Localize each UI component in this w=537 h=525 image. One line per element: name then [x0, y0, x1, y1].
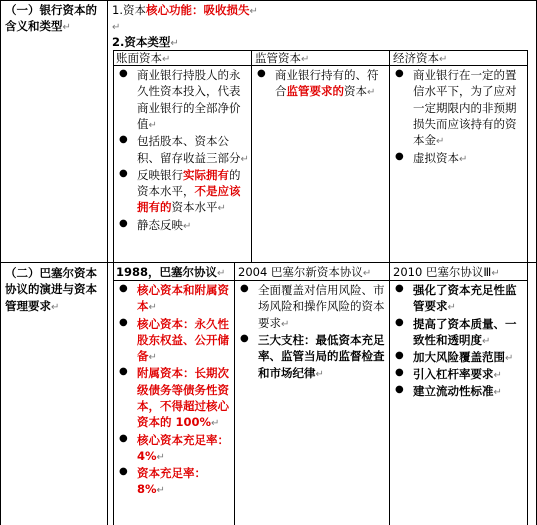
- table2-col-divider-1: [234, 263, 235, 525]
- basel3-item: ● 引入杠杆率要求↵: [391, 366, 526, 383]
- basel1-list: [115, 282, 233, 499]
- basel2-item-text: 全面覆盖对信用风险、市场风险和操作风险的资本要求: [258, 283, 385, 330]
- book-capital-item-text: 包括股本、资本公积、留存收益三部分: [137, 134, 241, 165]
- book-capital-item-text: 反映银行: [137, 167, 183, 182]
- basel2-item: ● 全面覆盖对信用风险、市场风险和操作风险的资本要求↵: [236, 282, 388, 332]
- basel3-item-text: 强化了资本充足性监管要求: [413, 283, 517, 314]
- regulatory-capital-item-text: 商业银行持有的、符合: [275, 68, 379, 99]
- basel3-header: 2010 巴塞尔协议Ⅲ↵: [393, 265, 500, 279]
- section1-item1: 1.资本核心功能：吸收损失↵: [112, 3, 258, 17]
- book-capital-item-text: 静态反映: [137, 217, 183, 232]
- section1-label: （一）银行资本的含义和类型↵: [5, 3, 97, 34]
- economic-capital-item-text: 虚拟资本: [413, 150, 459, 165]
- basel2-list: [236, 282, 388, 382]
- economic-capital-header: 经济资本↵: [393, 51, 448, 65]
- basel3-item: ● 提高了资本质量、一致性和透明度↵: [391, 316, 526, 350]
- basel1-item-text: 资本充足率：8%: [137, 466, 206, 497]
- section1-item2: 2.资本类型↵: [112, 35, 179, 49]
- basel2-header: 2004 巴塞尔新资本协议↵: [238, 265, 372, 279]
- basel3-item-text: 加大风险覆盖范围: [413, 350, 505, 365]
- basel1-item: ● 核心资本充足率：4%↵: [115, 432, 233, 466]
- basel3-item-text: 建立流动性标准: [413, 384, 494, 399]
- basel1-item-text: 核心资本和附属资本: [137, 283, 229, 314]
- table2-right: [527, 263, 528, 525]
- book-capital-item-text: 不是应该拥有的: [137, 184, 241, 215]
- economic-capital-item-text: 商业银行在一定的置信水平下，为了应对一定期限内的非预期损失而应该持有的资本金: [413, 68, 517, 148]
- basel1-item: ● 核心资本和附属资本↵: [115, 282, 233, 316]
- table1-left: [113, 50, 114, 262]
- basel3-list: [391, 282, 526, 401]
- book-capital-header: 账面资本↵: [116, 51, 171, 65]
- border-outer-top: [0, 0, 537, 1]
- regulatory-capital-item-text: 资本: [344, 84, 367, 99]
- section1-empty-line: ↵: [112, 22, 121, 33]
- basel1-header: 1988，巴塞尔协议↵: [116, 265, 226, 279]
- regulatory-capital-list: [253, 67, 388, 101]
- section2-label: （二）巴塞尔资本协议的演进与资本管理要求↵: [5, 266, 97, 313]
- economic-capital-item: ● 商业银行在一定的置信水平下，为了应对一定期限内的非预期损失而应该持有的资本金↵: [391, 67, 526, 150]
- book-capital-item-text: 实际拥有: [183, 167, 229, 182]
- table2-col-divider-2: [389, 263, 390, 525]
- basel2-item: ● 三大支柱：最低资本充足率、监管当局的监督检查和市场纪律↵: [236, 332, 388, 382]
- basel1-item: ● 附属资本：长期次级债务等债务性资本，不得超过核心资本的 100%↵: [115, 365, 233, 431]
- basel1-item-text: 核心资本：永久性股东权益、公开储备: [137, 316, 229, 364]
- book-capital-item-text: 商业银行持股人的永久性资本投入，代表商业银行的全部净价值: [137, 68, 241, 131]
- book-capital-item: ● 反映银行实际拥有的资本水平，不是应该拥有的资本水平↵: [115, 167, 250, 217]
- book-capital-item-text: 的资本水平，: [137, 167, 241, 199]
- regulatory-capital-item: ● 商业银行持有的、符合监管要求的资本↵: [253, 67, 388, 101]
- book-capital-item-text: 资本水平: [171, 200, 218, 215]
- book-capital-item: ● 商业银行持股人的永久性资本投入，代表商业银行的全部净价值↵: [115, 67, 250, 133]
- basel1-item-text: 附属资本：长期次级债务等债务性资本，不得超过核心资本的 100%: [137, 366, 229, 430]
- basel1-item: ● 核心资本：永久性股东权益、公开储备↵: [115, 316, 233, 366]
- economic-capital-item: ● 虚拟资本↵: [391, 150, 526, 167]
- table1-col-divider-1: [251, 50, 252, 262]
- basel2-item-text: 三大支柱：最低资本充足率、监管当局的监督检查和市场纪律: [258, 332, 385, 380]
- basel3-item: ● 强化了资本充足性监管要求↵: [391, 282, 526, 316]
- regulatory-capital-item-text: 监管要求的: [286, 84, 344, 99]
- border-row-divider: [0, 262, 537, 263]
- table1-right: [527, 50, 528, 262]
- economic-capital-list: [391, 67, 526, 167]
- basel3-item-text: 提高了资本质量、一致性和透明度: [413, 316, 517, 347]
- book-capital-item: ● 静态反映↵: [115, 217, 250, 234]
- book-capital-item: ● 包括股本、资本公积、留存收益三部分↵: [115, 133, 250, 167]
- basel1-item: ● 资本充足率：8%↵: [115, 465, 233, 499]
- basel3-item-text: 引入杠杆率要求: [413, 367, 494, 382]
- basel3-item: ● 加大风险覆盖范围↵: [391, 349, 526, 366]
- basel1-item-text: 核心资本充足率：4%: [137, 432, 229, 463]
- basel3-item: ● 建立流动性标准↵: [391, 383, 526, 400]
- table1-col-divider-2: [389, 50, 390, 262]
- table2-left: [113, 263, 114, 525]
- regulatory-capital-header: 监管资本↵: [255, 51, 310, 65]
- book-capital-list: [115, 67, 250, 234]
